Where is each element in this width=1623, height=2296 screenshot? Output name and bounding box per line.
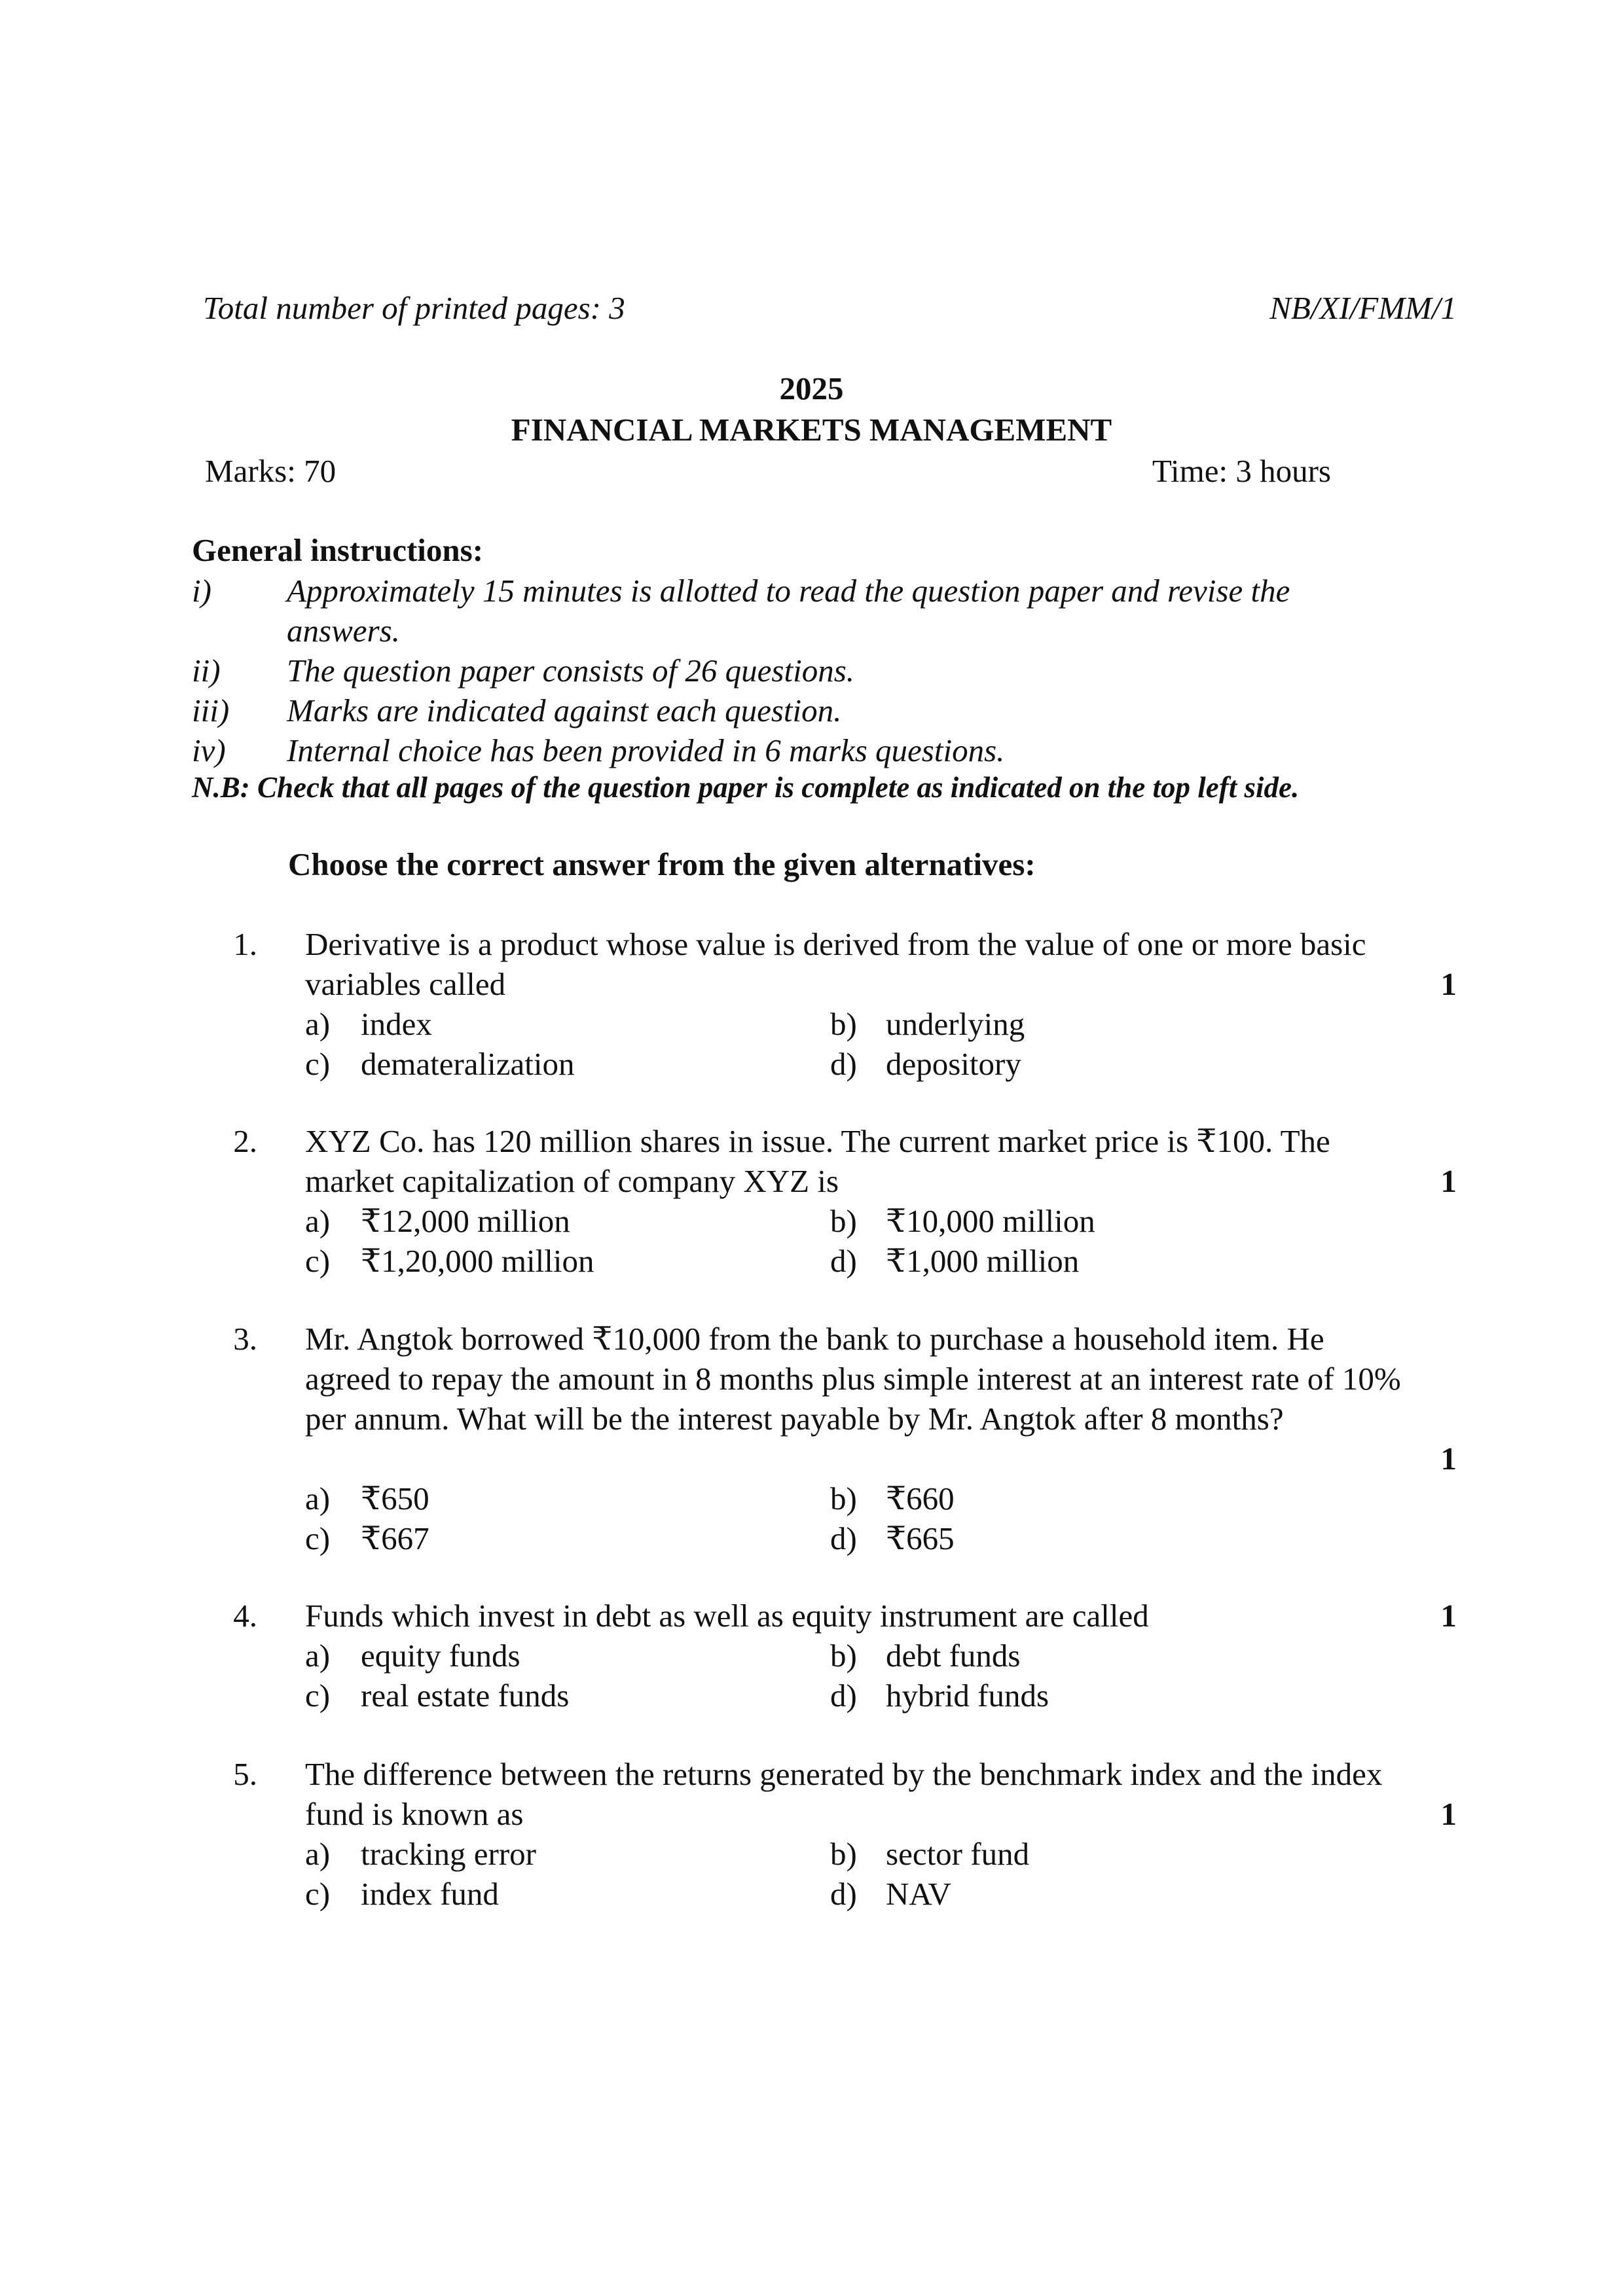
question-number: 4.	[233, 1598, 257, 1634]
option-text: ₹660	[886, 1480, 955, 1516]
option-text: depository	[886, 1046, 1021, 1082]
option-text: hybrid funds	[886, 1677, 1049, 1713]
option-text: index fund	[361, 1876, 499, 1912]
option-text: real estate funds	[361, 1677, 570, 1713]
option-text: ₹650	[361, 1480, 429, 1516]
question-number: 3.	[233, 1321, 257, 1357]
option-b	[830, 1201, 1095, 1241]
option-label: b)	[830, 1836, 857, 1872]
question-marks: 1	[1440, 1796, 1457, 1832]
option-d	[830, 1518, 955, 1558]
option-label: d)	[830, 1677, 857, 1713]
section-heading: Choose the correct answer from the given alternatives:	[288, 846, 1036, 882]
question-marks: 1	[1440, 966, 1457, 1002]
option-c	[305, 1241, 594, 1281]
option-text: index	[361, 1006, 432, 1042]
question-text: Funds which invest in debt as well as equity instrument are called	[305, 1598, 1149, 1634]
option-text: equity funds	[361, 1638, 520, 1674]
option-label: c)	[305, 1243, 331, 1279]
option-label: d)	[830, 1046, 857, 1082]
option-text: underlying	[886, 1006, 1025, 1042]
option-d	[830, 1874, 951, 1914]
option-d	[830, 1044, 1021, 1084]
option-label: b)	[830, 1638, 857, 1674]
option-label: b)	[830, 1006, 857, 1042]
nb-note: N.B: Check that all pages of the question paper is complete as indicated on the top left side.	[192, 771, 1300, 804]
instruction-item	[192, 730, 1436, 770]
question-marks: 1	[1440, 1163, 1457, 1199]
question-number: 1.	[233, 926, 257, 962]
instruction-number: i)	[192, 573, 211, 609]
option-label: b)	[830, 1480, 857, 1516]
option-a	[305, 1004, 432, 1044]
instructions-list	[192, 571, 1436, 770]
option-c	[305, 1676, 569, 1715]
option-text: ₹665	[886, 1520, 955, 1556]
option-a	[305, 1636, 520, 1676]
option-label: c)	[305, 1677, 331, 1713]
exam-year: 2025	[779, 370, 844, 406]
option-c	[305, 1874, 499, 1914]
total-marks: Marks: 70	[205, 453, 337, 489]
option-c	[305, 1044, 575, 1084]
option-text: ₹1,000 million	[886, 1243, 1080, 1279]
option-label: a)	[305, 1836, 331, 1872]
instruction-text: The question paper consists of 26 questions.	[287, 653, 855, 689]
instruction-number: iv)	[192, 732, 226, 768]
time-allowed: Time: 3 hours	[1152, 453, 1331, 489]
option-label: c)	[305, 1520, 331, 1556]
option-text: sector fund	[886, 1836, 1030, 1872]
option-label: a)	[305, 1203, 331, 1239]
option-text: ₹10,000 million	[886, 1203, 1095, 1239]
option-label: a)	[305, 1006, 331, 1042]
instruction-text: Internal choice has been provided in 6 marks questions.	[287, 732, 1005, 768]
option-a	[305, 1201, 570, 1241]
option-b	[830, 1636, 1021, 1676]
option-c	[305, 1518, 429, 1558]
instruction-number: iii)	[192, 692, 230, 728]
question-number: 2.	[233, 1123, 257, 1159]
question-number: 5.	[233, 1756, 257, 1792]
instruction-item	[192, 691, 1436, 730]
option-text: tracking error	[361, 1836, 536, 1872]
option-text: NAV	[886, 1876, 951, 1912]
option-label: b)	[830, 1203, 857, 1239]
option-label: a)	[305, 1638, 331, 1674]
printed-pages-note: Total number of printed pages: 3	[203, 290, 625, 326]
instruction-text: Approximately 15 minutes is allotted to read the question paper and revise the answers.	[287, 573, 1290, 649]
option-d	[830, 1241, 1079, 1281]
option-text: debt funds	[886, 1638, 1021, 1674]
instruction-text: Marks are indicated against each question.	[287, 692, 842, 728]
option-b	[830, 1479, 955, 1518]
option-text: demateralization	[361, 1046, 575, 1082]
option-text: ₹667	[361, 1520, 429, 1556]
option-d	[830, 1676, 1049, 1715]
option-b	[830, 1834, 1029, 1874]
option-label: d)	[830, 1243, 857, 1279]
instruction-item	[192, 571, 1436, 651]
option-label: c)	[305, 1046, 331, 1082]
subject-title: FINANCIAL MARKETS MANAGEMENT	[511, 412, 1112, 448]
option-a	[305, 1479, 429, 1518]
option-label: d)	[830, 1876, 857, 1912]
option-text: ₹12,000 million	[361, 1203, 570, 1239]
question-text: Mr. Angtok borrowed ₹10,000 from the bank to purchase a household item. He agreed to repay the amount in 8 months plus simple interest at an interest rate of 10% per annum. What will be the interest payable by Mr. Angtok after 8 months?	[305, 1321, 1401, 1437]
option-label: d)	[830, 1520, 857, 1556]
instruction-number: ii)	[192, 653, 221, 689]
question-text: XYZ Co. has 120 million shares in issue. The current market price is ₹100. The market capitalization of company XYZ is	[305, 1123, 1330, 1199]
instructions-title: General instructions:	[192, 532, 484, 568]
option-a	[305, 1834, 536, 1874]
question-text: The difference between the returns generated by the benchmark index and the index fund is known as	[305, 1756, 1383, 1832]
paper-code: NB/XI/FMM/1	[1269, 290, 1457, 326]
instruction-item	[192, 651, 1436, 691]
option-label: a)	[305, 1480, 331, 1516]
question-marks: 1	[1440, 1598, 1457, 1634]
question-marks: 1	[1440, 1441, 1457, 1477]
option-b	[830, 1004, 1025, 1044]
option-text: ₹1,20,000 million	[361, 1243, 594, 1279]
option-label: c)	[305, 1876, 331, 1912]
question-text: Derivative is a product whose value is derived from the value of one or more basic variables called	[305, 926, 1366, 1002]
